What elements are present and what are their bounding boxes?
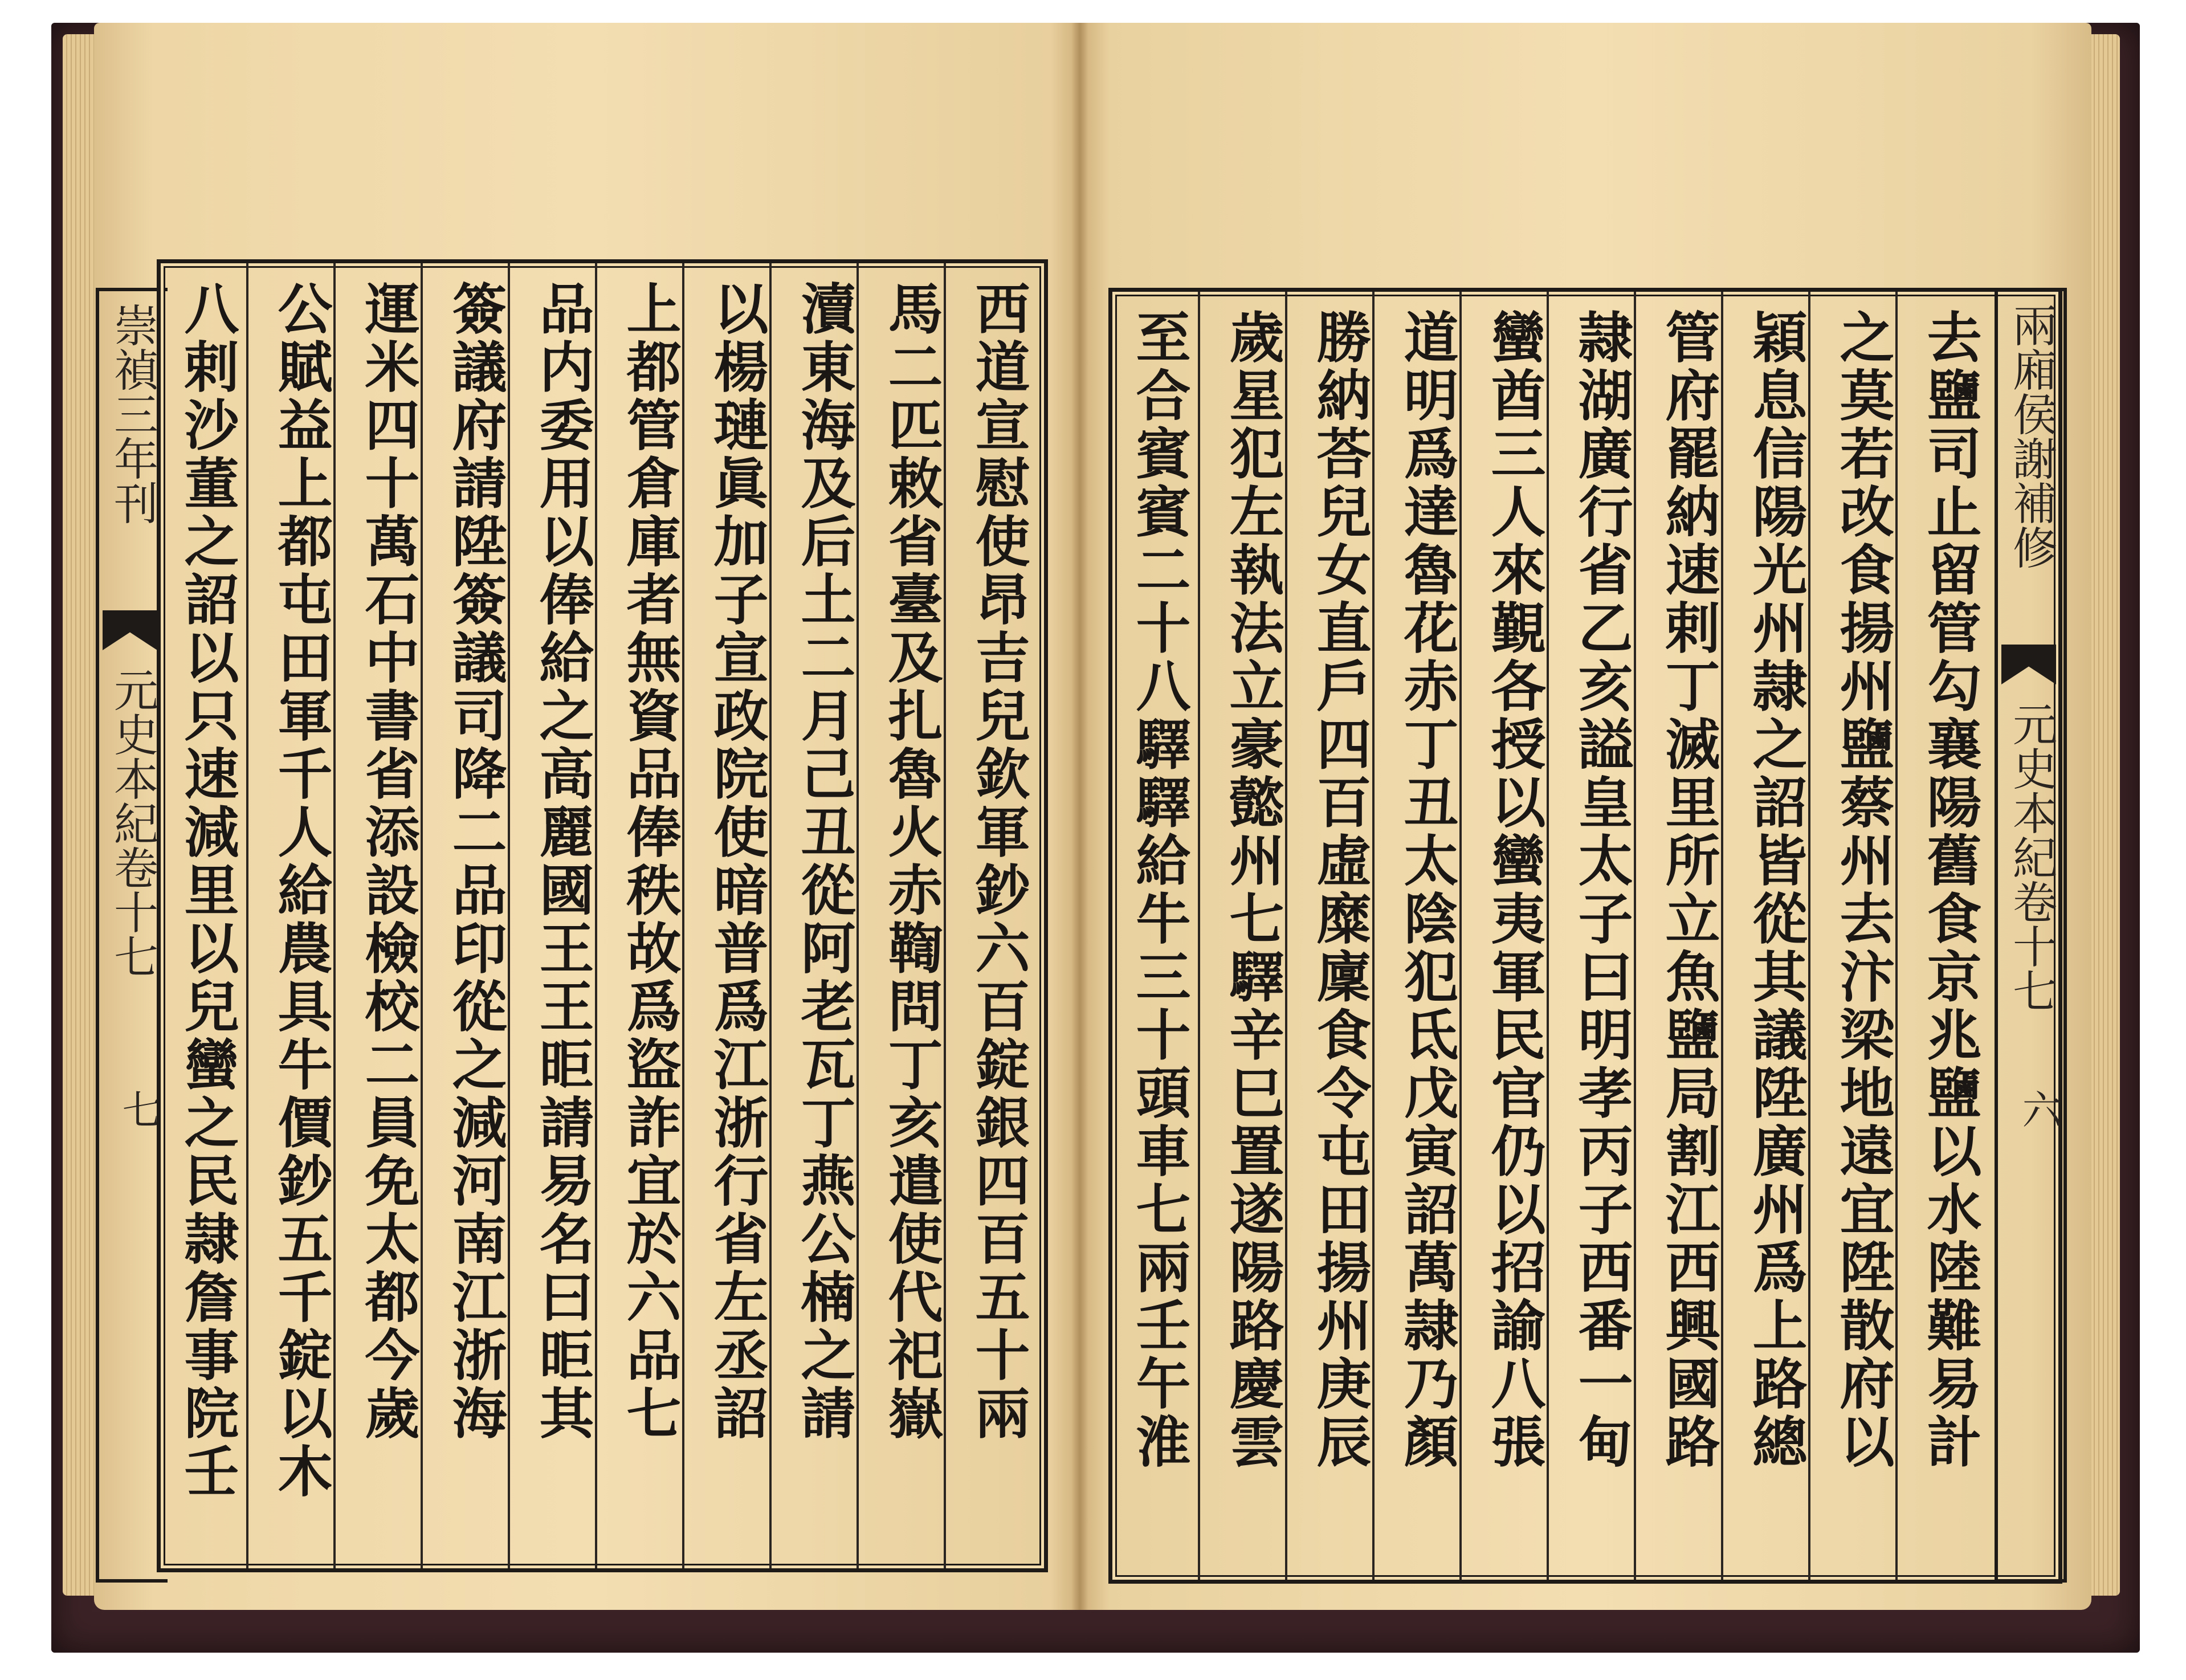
right-text-frame: [1108, 288, 2062, 1584]
text-column: 蠻酋三人來覲各授以蠻夷軍民官仍以招諭八張: [1482, 309, 1547, 1471]
right-margin-book-title: 元史本紀卷十七: [2005, 702, 2057, 1013]
text-column: 以楊璉眞加子宣政院使暗普爲江浙行省左丞詔: [705, 280, 769, 1443]
text-column: 穎息信陽光州隷之詔皆從其議陞廣州爲上路總: [1744, 309, 1808, 1471]
book-gutter: [1071, 23, 1088, 1610]
text-column: 瀆東海及后土二月己丑從阿老瓦丁燕公楠之請: [792, 280, 857, 1443]
left-margin-series: 崇禎三年刊: [107, 303, 158, 525]
fishtail-mark-icon: [2001, 645, 2056, 684]
right-margin-series: 兩廂侯謝補修: [2005, 303, 2057, 569]
text-column: 之莫若改食揚州鹽蔡州去汴梁地遠宜陞散府以: [1831, 309, 1895, 1471]
left-margin-folio: 七: [116, 1089, 162, 1129]
text-column: 運米四十萬石中書省添設檢校二員免太都今歲: [356, 280, 421, 1443]
left-text-frame: [157, 259, 1048, 1572]
text-column: 勝納荅兒女直戶四百虛糜廩食令屯田揚州庚辰: [1308, 309, 1372, 1471]
text-column: 管府罷納速剌丁滅里所立魚鹽局割江西興國路: [1657, 309, 1721, 1471]
text-column: 道明爲達魯花赤丁丑太陰犯氐戊寅詔萬隷乃顏: [1395, 309, 1459, 1471]
text-column: 簽議府請陞簽議司降二品印從之減河南江浙海: [443, 280, 508, 1443]
text-column: 至合賓賓二十八驛驛給牛三十頭車七兩壬午淮: [1127, 309, 1192, 1471]
text-column: 公賦益上都屯田軍千人給農具牛價鈔五千錠以木: [269, 280, 333, 1501]
text-column: 八剌沙董之詔以只速減里以兒蠻之民隷詹事院壬: [176, 280, 240, 1501]
text-column: 馬二匹敕省臺及扎魯火赤鞫問丁亥遣使代祀嶽: [879, 280, 944, 1443]
fishtail-mark-icon: [103, 610, 157, 650]
text-column: 歲星犯左執法立豪懿州七驛辛巳置遂陽路慶雲: [1221, 309, 1285, 1471]
text-column: 隷湖廣行省乙亥謚皇太子曰明孝丙子西番一甸: [1569, 309, 1634, 1471]
text-column: 上都管倉庫者無資品俸秩故爲盜詐宜於六品七: [618, 280, 682, 1443]
text-column: 品内委用以俸給之高麗國王王昛請易名曰昛其: [531, 280, 595, 1443]
page-edges-left: [63, 34, 97, 1596]
right-page-margin-column: [1995, 288, 2067, 1583]
text-column: 去鹽司止留管勾襄陽舊食京兆鹽以水陸難易計: [1918, 309, 1983, 1471]
left-margin-book-title: 元史本紀卷十七: [107, 667, 158, 978]
right-margin-folio: 六: [2016, 1089, 2062, 1129]
text-column: 西道宣慰使昂吉兒欽軍鈔六百錠銀四百五十兩: [966, 280, 1031, 1443]
